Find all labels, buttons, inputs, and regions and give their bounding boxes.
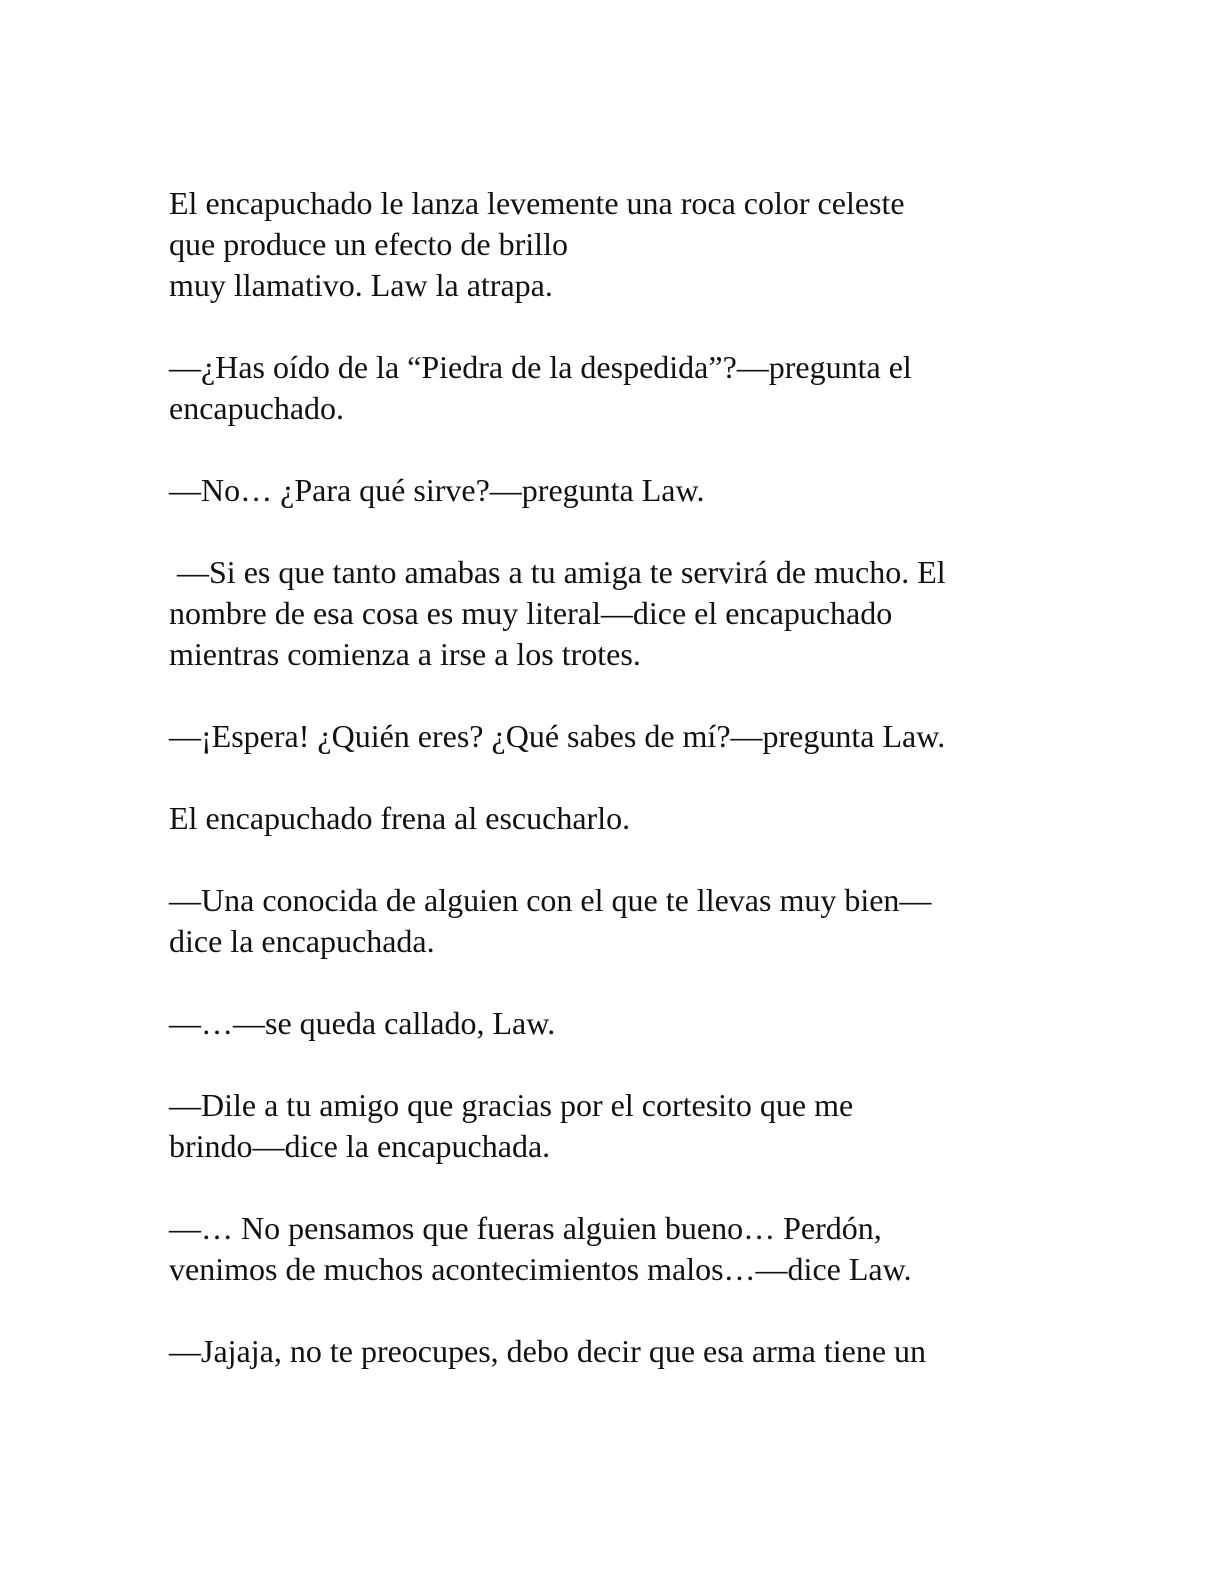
text-line: mientras comienza a irse a los trotes. [169,636,641,672]
paragraph [169,880,1059,962]
paragraph [169,798,1059,839]
text-line: —… No pensamos que fueras alguien bueno… Perdón, [169,1210,882,1246]
text-line: —Si es que tanto amabas a tu amiga te servirá de mucho. El [177,554,946,590]
paragraph [169,347,1059,429]
text-line: El encapuchado le lanza levemente una roca color celeste [169,185,905,221]
text-line: —Dile a tu amigo que gracias por el cortesito que me [169,1087,854,1123]
document-body [169,183,1059,1413]
paragraph [169,470,1059,511]
paragraph [169,1003,1059,1044]
paragraph [169,1085,1059,1167]
paragraph [169,183,1059,306]
text-line: muy llamativo. Law la atrapa. [169,267,553,303]
paragraph [169,552,1059,675]
paragraph [169,716,1059,757]
text-line: —¿Has oído de la “Piedra de la despedida”?—pregunta el [169,349,912,385]
text-line: que produce un efecto de brillo [169,226,568,262]
text-line: brindo—dice la encapuchada. [169,1128,551,1164]
text-line: —Una conocida de alguien con el que te llevas muy bien— [169,882,932,918]
text-line: nombre de esa cosa es muy literal—dice el encapuchado [169,595,893,631]
text-line: —Jajaja, no te preocupes, debo decir que esa arma tiene un [169,1333,927,1369]
paragraph [169,1331,1059,1372]
paragraph [169,1208,1059,1290]
text-line: encapuchado. [169,390,345,426]
text-line: —…—se queda callado, Law. [169,1005,556,1041]
text-line: —No… ¿Para qué sirve?—pregunta Law. [169,472,705,508]
text-line: —¡Espera! ¿Quién eres? ¿Qué sabes de mí?—pregunta Law. [169,718,946,754]
text-line: venimos de muchos acontecimientos malos…—dice Law. [169,1251,912,1287]
text-line: El encapuchado frena al escucharlo. [169,800,631,836]
text-line: dice la encapuchada. [169,923,435,959]
